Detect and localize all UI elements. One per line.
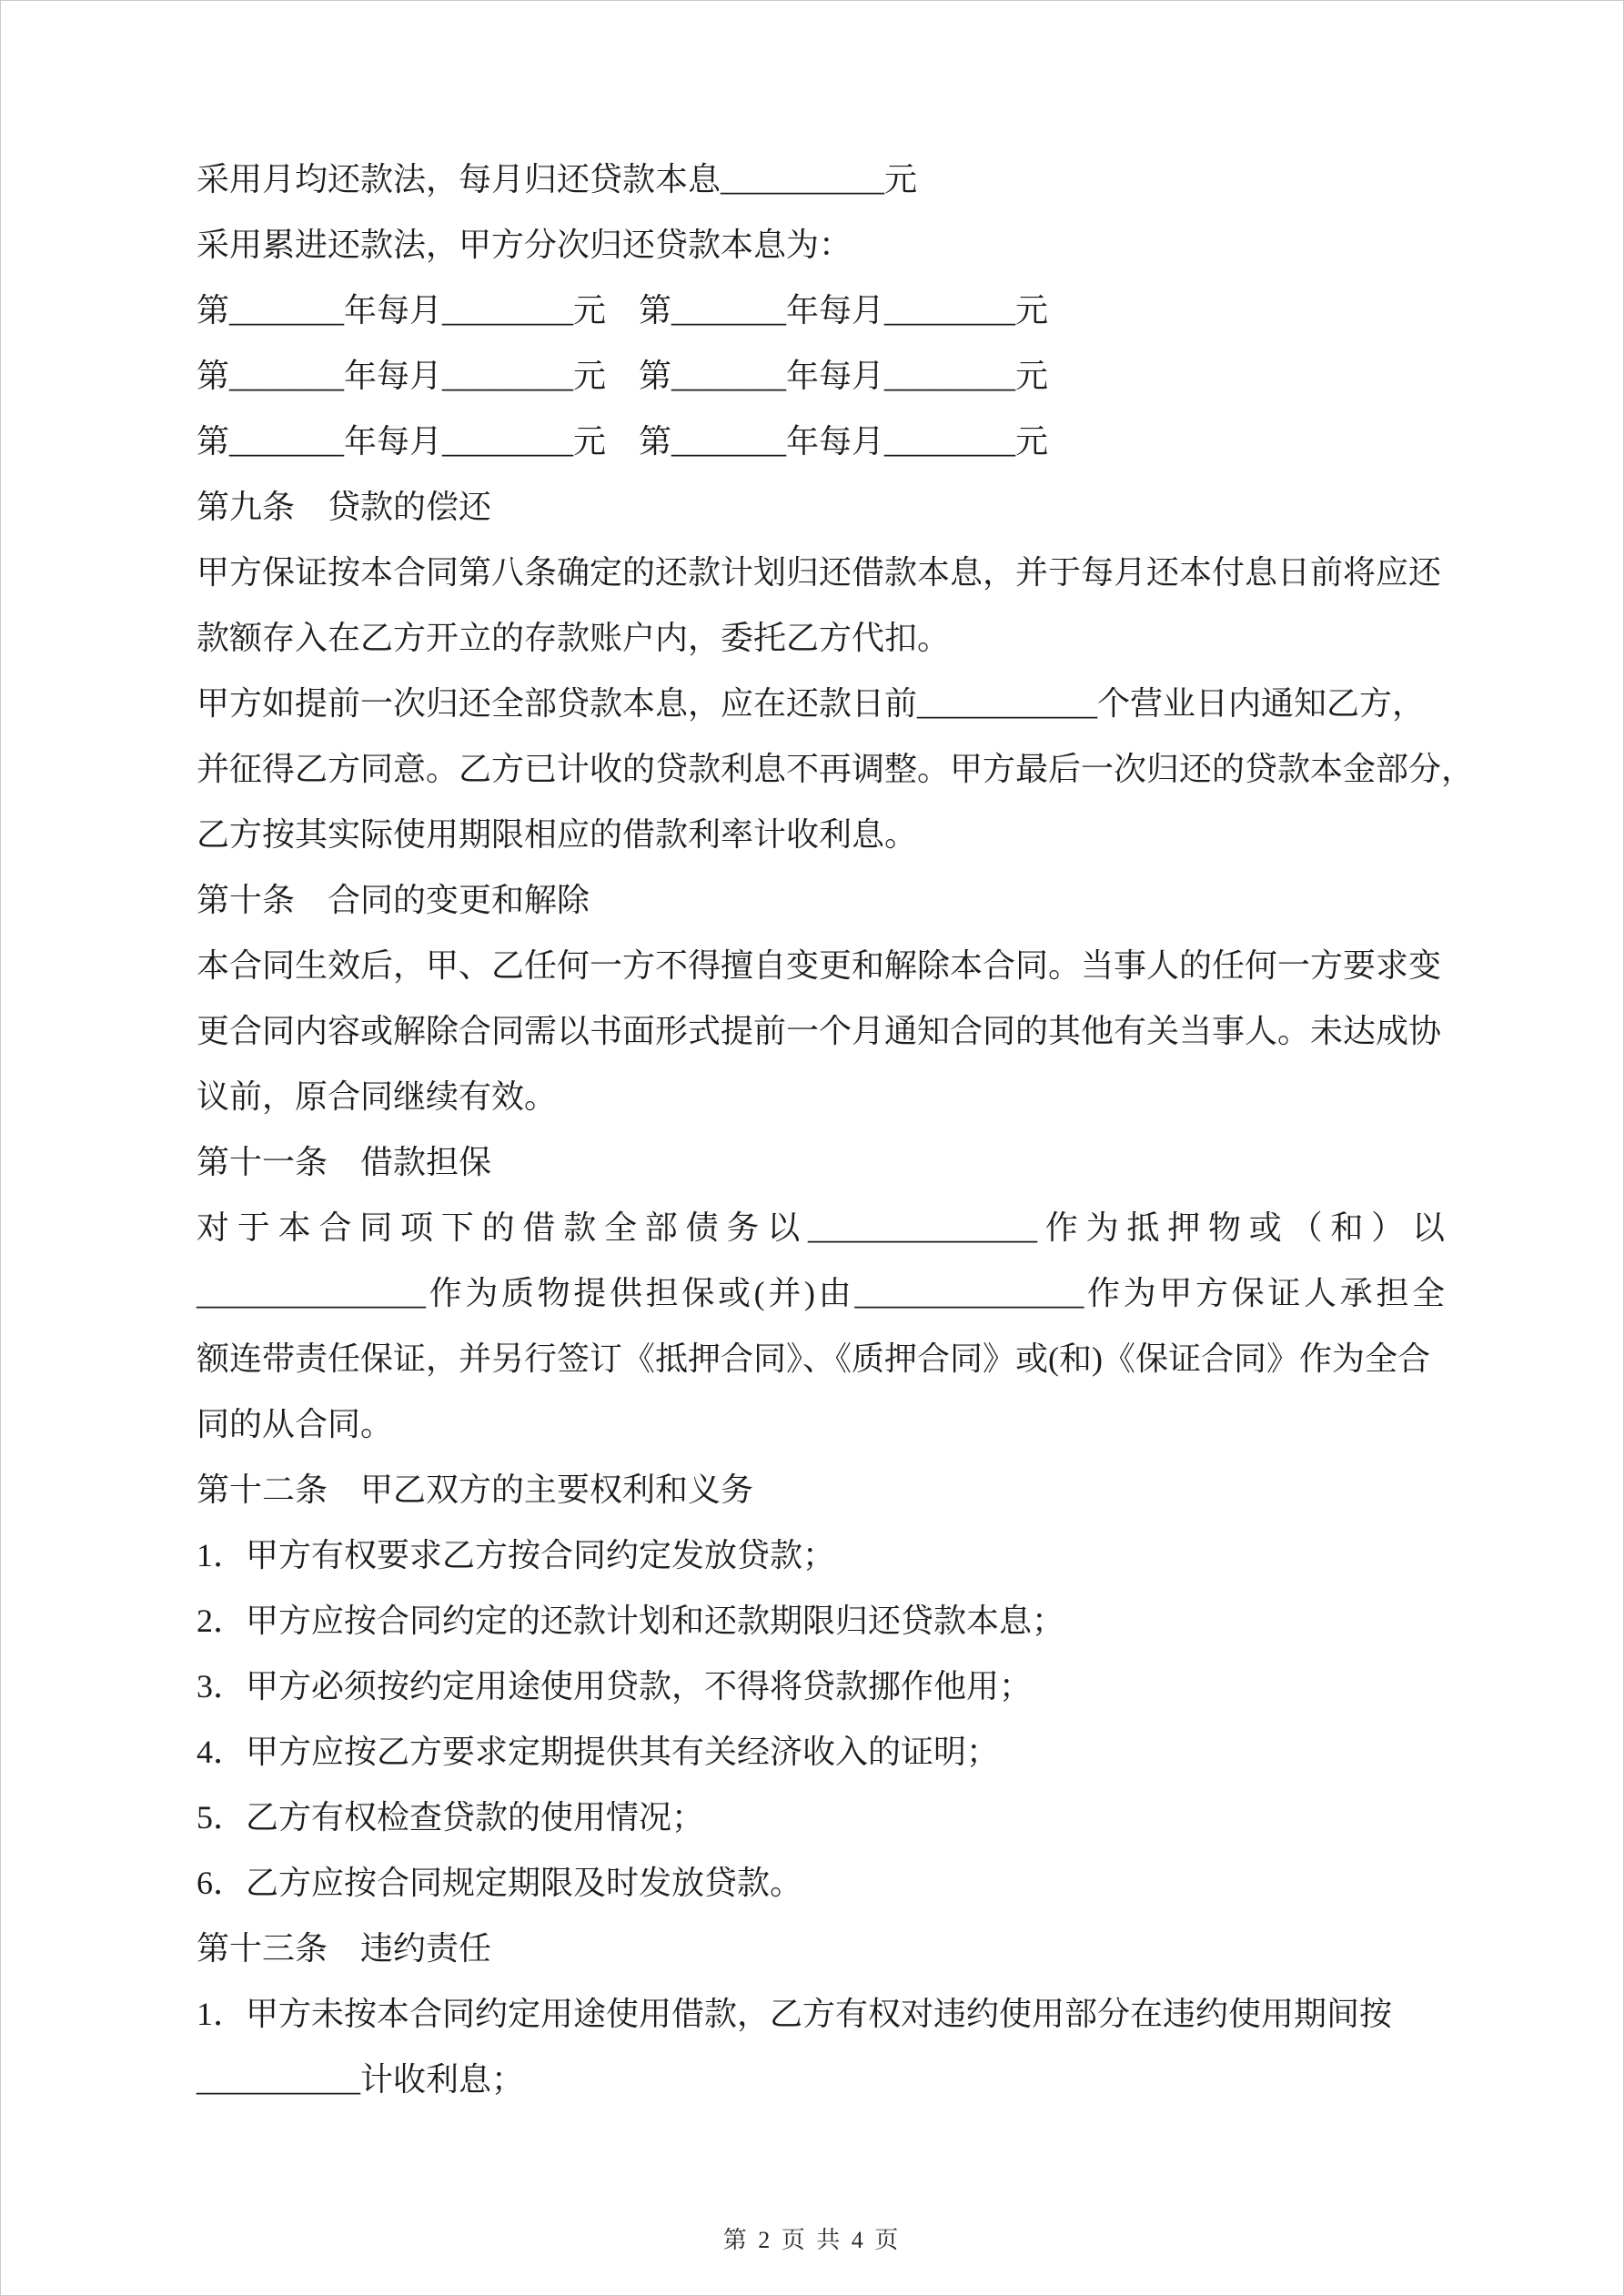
section-heading: 第十二条 甲乙双方的主要权利和义务 bbox=[197, 1472, 754, 1508]
document-body bbox=[197, 147, 1475, 2112]
document-line: 款额存入在乙方开立的存款账户内，委托乙方代扣。 bbox=[197, 620, 951, 656]
document-line: ______________作为质物提供担保或(并)由______________作为甲方保证人承担全 bbox=[197, 1275, 1445, 1311]
section-heading: 第九条 贷款的偿还 bbox=[197, 489, 492, 525]
document-line: 更合同内容或解除合同需以书面形式提前一个月通知合同的其他有关当事人。未达成协 bbox=[197, 1013, 1442, 1049]
document-line: 1．甲方未按本合同约定用途使用借款，乙方有权对违约使用部分在违约使用期间按 bbox=[197, 1996, 1393, 2032]
document-line: 议前，原合同继续有效。 bbox=[197, 1078, 558, 1115]
document-line: 3．甲方必须按约定用途使用贷款，不得将贷款挪作他用； bbox=[197, 1668, 1033, 1704]
document-line: 甲方如提前一次归还全部贷款本息，应在还款日前___________个营业日内通知乙方， bbox=[197, 685, 1426, 722]
document-line: __________计收利息； bbox=[197, 2061, 525, 2098]
document-line: 对于本合同项下的借款全部债务以______________作为抵押物或（和）以 bbox=[197, 1209, 1445, 1246]
document-line: 甲方保证按本合同第八条确定的还款计划归还借款本息，并于每月还本付息日前将应还 bbox=[197, 554, 1442, 591]
section-heading: 第十一条 借款担保 bbox=[197, 1144, 492, 1180]
document-line: 采用月均还款法，每月归还贷款本息__________元 bbox=[197, 161, 918, 197]
document-line: 采用累进还款法，甲方分次归还贷款本息为： bbox=[197, 227, 852, 263]
document-line: 同的从合同。 bbox=[197, 1406, 394, 1442]
page-footer: 第 2 页 共 4 页 bbox=[722, 2227, 902, 2253]
document-line: 第_______年每月________元 第_______年每月________元 bbox=[197, 358, 1049, 394]
section-heading: 第十条 合同的变更和解除 bbox=[197, 882, 590, 918]
document-line: 第_______年每月________元 第_______年每月________元 bbox=[197, 292, 1049, 329]
document-line: 第_______年每月________元 第_______年每月________元 bbox=[197, 423, 1049, 460]
document-line: 并征得乙方同意。乙方已计收的贷款利息不再调整。甲方最后一次归还的贷款本金部分， bbox=[197, 751, 1475, 787]
document-line: 6．乙方应按合同规定期限及时发放贷款。 bbox=[197, 1865, 803, 1901]
document-line: 额连带责任保证，并另行签订《抵押合同》、《质押合同》或(和)《保证合同》作为全合 bbox=[197, 1340, 1430, 1377]
document-line: 1．甲方有权要求乙方按合同约定发放贷款； bbox=[197, 1537, 836, 1573]
document-line: 本合同生效后，甲、乙任何一方不得擅自变更和解除本合同。当事人的任何一方要求变 bbox=[197, 947, 1442, 984]
document-line: 乙方按其实际使用期限相应的借款利率计收利息。 bbox=[197, 816, 918, 853]
section-heading: 第十三条 违约责任 bbox=[197, 1930, 492, 1967]
document-line: 5．乙方有权检查贷款的使用情况； bbox=[197, 1799, 705, 1836]
document-line: 2．甲方应按合同约定的还款计划和还款期限归还贷款本息； bbox=[197, 1603, 1065, 1639]
document-line: 4．甲方应按乙方要求定期提供其有关经济收入的证明； bbox=[197, 1734, 1000, 1770]
